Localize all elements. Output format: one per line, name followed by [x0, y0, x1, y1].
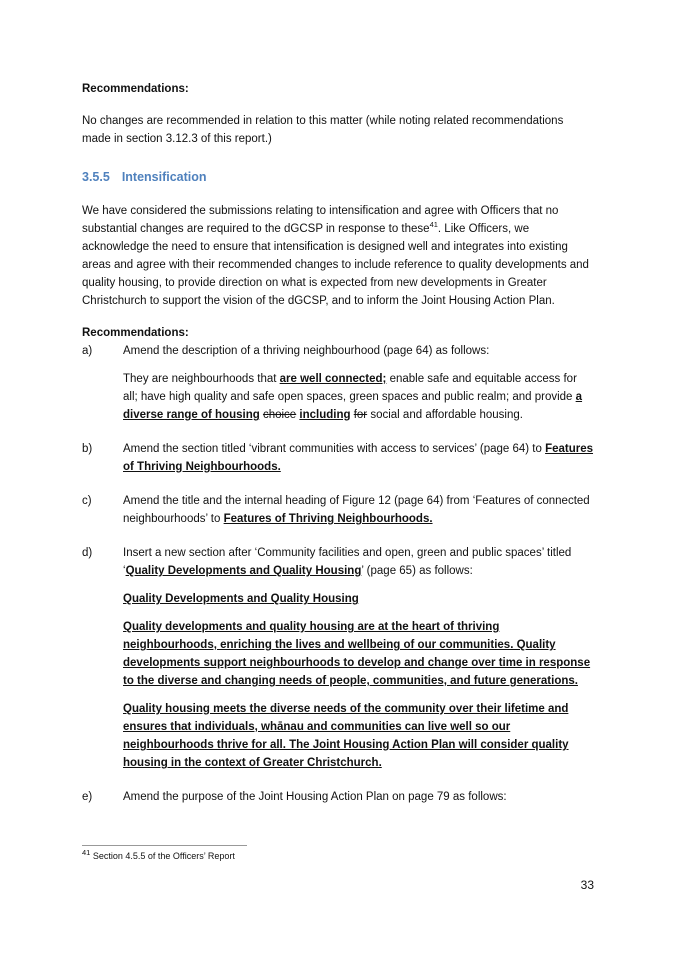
quoted-text-a: [123, 370, 594, 424]
recommendations-text: No changes are recommended in relation to this matter (while noting related recommendations made in section 3.12.3 of this report.): [82, 115, 564, 145]
item-label: c): [82, 495, 92, 507]
quote-text: enable safe and equitable access for all; have high quality and safe open spaces, green spaces and public realm; and provide: [123, 373, 577, 403]
quote-text: social and affordable housing.: [367, 409, 523, 421]
footnote-ref[interactable]: 41: [429, 220, 438, 230]
item-text: Amend the description of a thriving neighbourhood (page 64) as follows:: [123, 345, 490, 357]
list-item-c: [82, 492, 594, 528]
item-text: [123, 492, 594, 528]
footnote-text: Section 4.5.5 of the Officers’ Report: [90, 851, 235, 861]
list-item-b: [82, 440, 594, 476]
intro-text-1: We have considered the submissions relating to intensification and agree with Officers that no substantial changes are required to the dGCSP in response to these: [82, 205, 559, 235]
section-title: [82, 168, 594, 186]
recommendations-heading-2: Recommendations:: [82, 327, 189, 339]
inserted-text: including: [299, 409, 351, 421]
item-text: [123, 440, 594, 476]
inserted-text: a diverse range of housing: [123, 391, 583, 421]
inserted-paragraph-2: Quality housing meets the diverse needs of the community over their lifetime and ensures that individuals, whānau and communities can live well so our neighbourhoods thrive for all. The Joint Housing Action Plan will consider quality housing in the context of Greater Christchurch.: [123, 703, 569, 769]
footnote: [82, 850, 235, 862]
inserted-subheading: Quality Developments and Quality Housing: [123, 593, 359, 605]
footnote-divider: [82, 845, 247, 846]
item-label: b): [82, 443, 93, 455]
item-text-plain: Insert a new section after ‘Community facilities and open, green and public spaces’ titled ‘: [123, 547, 572, 577]
item-label: a): [82, 345, 93, 357]
list-item-a: [82, 342, 594, 360]
footnote-number: 41: [82, 848, 91, 857]
inserted-text: are well connected;: [279, 373, 387, 385]
intro-text-2: . Like Officers, we acknowledge the need to ensure that intensification is designed well and integrates into existing areas and agree with their recommended changes to include reference to quality developments and quality housing, to provide direction on what is expected from new developments in Greater Christchurch to support the vision of the dGCSP, and to inform the Joint Housing Action Plan.: [82, 223, 589, 307]
page-number: 33: [580, 878, 594, 892]
item-text: [123, 544, 594, 580]
intro-paragraph: [82, 202, 594, 310]
item-text-plain: Amend the section titled ‘vibrant communities with access to services’ (page 64) to: [123, 443, 546, 455]
page-content: [82, 80, 594, 806]
item-text-plain: Amend the title and the internal heading of Figure 12 (page 64) from ‘Features of connected neighbourhoods’ to: [123, 495, 590, 525]
item-text: Amend the purpose of the Joint Housing Action Plan on page 79 as follows:: [123, 791, 507, 803]
item-text-plain: ’ (page 65) as follows:: [361, 565, 473, 577]
item-label: d): [82, 547, 93, 559]
inserted-text: Features of Thriving Neighbourhoods.: [223, 513, 433, 525]
inserted-paragraph-1: Quality developments and quality housing are at the heart of thriving neighbourhoods, enriching the lives and wellbeing of our communities. Quality developments support neighbourhoods to develop and change over time in response to the diverse and changing needs of people, communities, and future generations.: [123, 621, 591, 687]
quote-text: They are neighbourhoods that: [123, 373, 280, 385]
inserted-text: Features of Thriving Neighbourhoods.: [123, 443, 594, 473]
list-item-d: [82, 544, 594, 580]
section-name: Intensification: [121, 170, 207, 184]
deleted-text: for: [353, 409, 368, 421]
section-number: 3.5.5: [82, 170, 110, 184]
item-label: e): [82, 791, 93, 803]
list-item-e: [82, 788, 594, 806]
inserted-text: Quality Developments and Quality Housing: [125, 565, 362, 577]
deleted-text: choice: [262, 409, 297, 421]
recommendations-heading: Recommendations:: [82, 83, 189, 95]
